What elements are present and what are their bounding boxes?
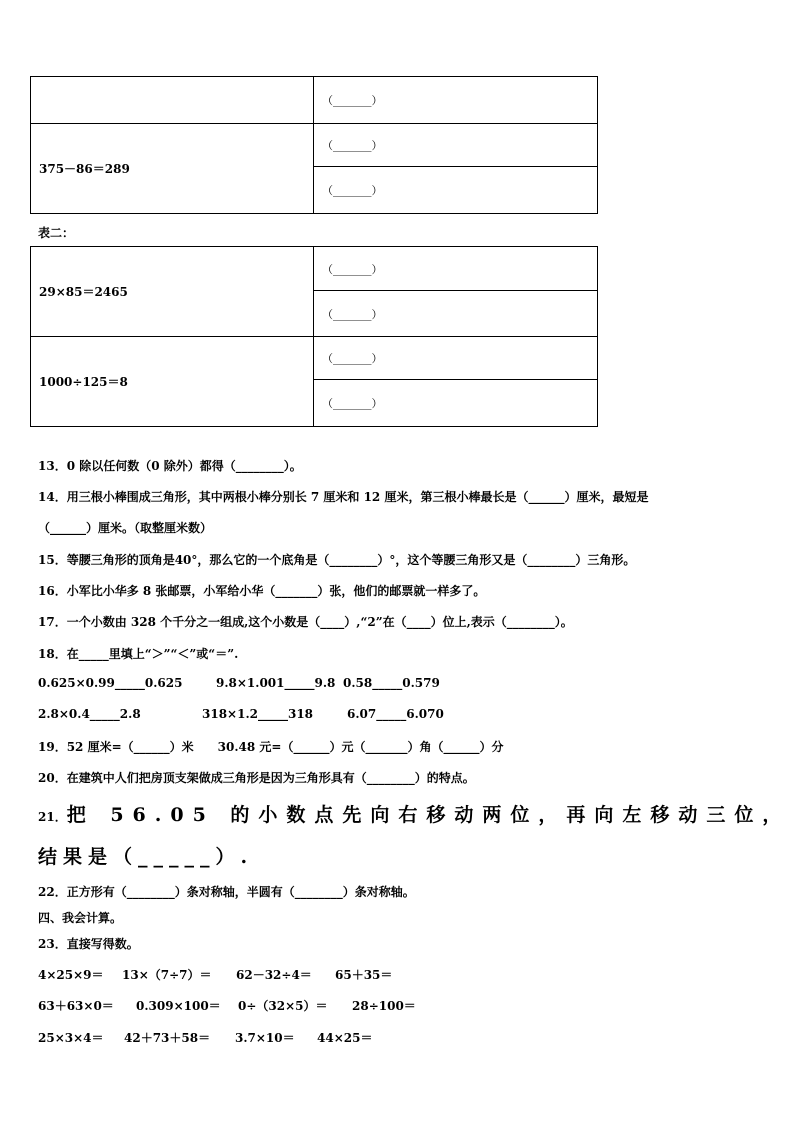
compare-item: 318×1.2_____318 <box>202 707 314 721</box>
calc-item: 44×25＝ <box>317 1031 373 1045</box>
answer-cell[interactable] <box>314 380 598 427</box>
answer-blank[interactable]: （_______） <box>322 139 383 152</box>
compare-item: 0.625×0.99_____0.625 <box>38 676 183 690</box>
question-16: 16．小军比小华多 8 张邮票，小军给小华（_______）张，他们的邮票就一样多了。 <box>38 584 486 598</box>
question-21-number: 21． <box>38 810 67 824</box>
question-21-text: 把 56.05 的小数点先向右移动两位，再向左移动三位， <box>66 804 791 826</box>
calc-row-3 <box>38 1029 372 1046</box>
calc-item: 13×（7÷7）＝ <box>122 968 212 982</box>
table-row <box>31 124 598 167</box>
equation-cell: 29×85＝2465 <box>31 247 314 337</box>
table-two <box>30 246 598 427</box>
compare-item: 0.58_____0.579 <box>343 676 440 690</box>
calc-item: 65＋35＝ <box>335 968 393 982</box>
calc-row-2 <box>38 997 416 1014</box>
answer-cell[interactable] <box>314 77 598 124</box>
table-two-label: 表二： <box>38 226 75 240</box>
question-21-line-1 <box>38 800 791 827</box>
answer-cell[interactable] <box>314 167 598 214</box>
compare-item: 9.8×1.001_____9.8 <box>216 676 336 690</box>
calc-item: 62－32÷4＝ <box>236 968 312 982</box>
table-one <box>30 76 598 214</box>
question-23: 23．直接写得数。 <box>38 937 139 951</box>
question-22: 22．正方形有（________）条对称轴，半圆有（________）条对称轴。 <box>38 885 415 899</box>
compare-item: 6.07_____6.070 <box>347 707 444 721</box>
answer-cell[interactable] <box>314 247 598 291</box>
question-15: 15．等腰三角形的顶角是40°，那么它的一个底角是（________）°，这个等腰三角形又是（________）三角形。 <box>38 553 636 567</box>
compare-item: 2.8×0.4_____2.8 <box>38 707 141 721</box>
section-four-heading: 四、我会计算。 <box>38 911 123 925</box>
equation-cell: 1000÷125＝8 <box>31 337 314 427</box>
question-20: 20．在建筑中人们把房顶支架做成三角形是因为三角形具有（________）的特点。 <box>38 771 475 785</box>
calc-row-1 <box>38 966 392 983</box>
calc-item: 3.7×10＝ <box>235 1031 295 1045</box>
compare-row-1 <box>38 676 440 690</box>
answer-blank[interactable]: （_______） <box>322 307 383 321</box>
answer-cell[interactable] <box>314 291 598 337</box>
calc-item: 63＋63×0＝ <box>38 999 114 1013</box>
table-row <box>31 337 598 380</box>
answer-cell[interactable] <box>314 124 598 167</box>
question-13: 13．0 除以任何数（0 除外）都得（________）。 <box>38 459 302 473</box>
calc-item: 4×25×9＝ <box>38 968 104 982</box>
compare-row-2 <box>38 707 444 721</box>
question-18: 18．在_____里填上“＞”“＜”或“＝”. <box>38 647 239 661</box>
calc-item: 28÷100＝ <box>352 999 416 1013</box>
calc-item: 42＋73＋58＝ <box>124 1031 211 1045</box>
calc-item: 0.309×100＝ <box>136 999 221 1013</box>
table-row <box>31 247 598 291</box>
question-21-line-2: 结果是（_____）. <box>38 846 254 868</box>
question-14-line-2: （______）厘米。（取整厘米数） <box>38 521 213 535</box>
question-17: 17．一个小数由 328 个千分之一组成,这个小数是（____）,“2”在（____）位上,表示（________）。 <box>38 615 573 629</box>
answer-blank[interactable]: （_______） <box>322 184 383 197</box>
question-14-line-1: 14．用三根小棒围成三角形，其中两根小棒分别长 7 厘米和 12 厘米，第三根小棒最长是（______）厘米，最短是 <box>38 490 649 504</box>
answer-cell[interactable] <box>314 337 598 380</box>
equation-cell: 375－86＝289 <box>31 124 314 214</box>
calc-item: 0÷（32×5）＝ <box>238 999 328 1013</box>
calc-item: 25×3×4＝ <box>38 1031 104 1045</box>
answer-blank[interactable]: （_______） <box>322 94 383 107</box>
answer-blank[interactable]: （_______） <box>322 397 383 410</box>
table-cell-empty <box>31 77 314 124</box>
answer-blank[interactable]: （_______） <box>322 262 383 276</box>
question-19: 19．52 厘米=（______）米 30.48 元=（______）元（_______）角（______）分 <box>38 740 504 754</box>
table-row <box>31 77 598 124</box>
answer-blank[interactable]: （_______） <box>322 352 383 365</box>
